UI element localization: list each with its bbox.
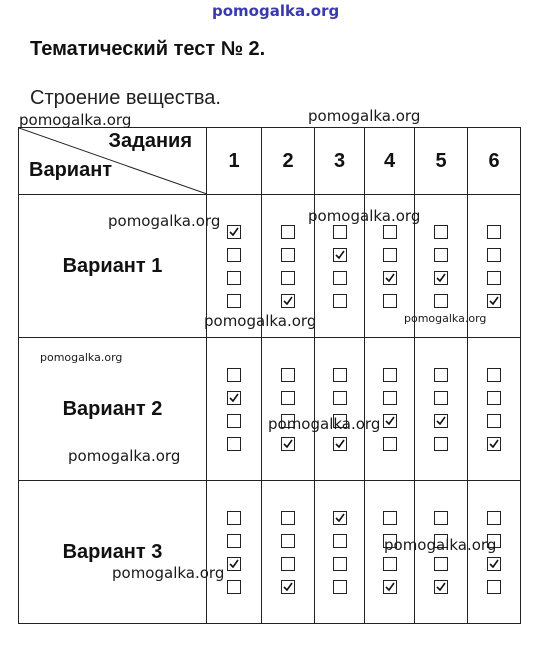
checkbox-empty (487, 225, 501, 239)
checkmark-icon (488, 295, 500, 307)
checkbox-checked (281, 294, 295, 308)
checkbox-checked (434, 580, 448, 594)
column-header-4: 4 (365, 128, 415, 195)
checkbox-empty (333, 580, 347, 594)
header-corner-cell (19, 128, 207, 195)
checkbox-stack (487, 368, 501, 451)
corner-variant-label: Вариант (29, 159, 113, 181)
checkbox-stack (333, 368, 347, 451)
answer-cell (468, 338, 521, 481)
answer-cell (262, 338, 315, 481)
checkbox-empty (333, 368, 347, 382)
checkbox-empty (383, 557, 397, 571)
checkbox-empty (434, 557, 448, 571)
variant-label: Вариант 3 (19, 481, 207, 624)
checkmark-icon (228, 558, 240, 570)
checkbox-checked (383, 580, 397, 594)
watermark: pomogalka.org (204, 312, 317, 330)
checkbox-empty (383, 248, 397, 262)
checkbox-stack (487, 225, 501, 308)
checkbox-empty (227, 294, 241, 308)
checkbox-stack (333, 511, 347, 594)
checkbox-empty (434, 294, 448, 308)
checkbox-empty (487, 368, 501, 382)
checkmark-icon (384, 272, 396, 284)
checkbox-empty (281, 248, 295, 262)
checkbox-checked (383, 414, 397, 428)
checkbox-empty (227, 271, 241, 285)
checkbox-empty (281, 391, 295, 405)
checkbox-empty (333, 391, 347, 405)
variant-label: Вариант 2 (19, 338, 207, 481)
checkbox-empty (281, 557, 295, 571)
checkbox-empty (383, 294, 397, 308)
checkmark-icon (384, 581, 396, 593)
checkbox-empty (383, 437, 397, 451)
checkbox-empty (281, 511, 295, 525)
checkbox-empty (227, 437, 241, 451)
answer-cell (207, 338, 262, 481)
corner-tasks-label: Задания (108, 130, 192, 152)
watermark: pomogalka.org (112, 564, 225, 582)
checkbox-empty (227, 414, 241, 428)
column-header-5: 5 (415, 128, 468, 195)
checkbox-empty (227, 580, 241, 594)
watermark: pomogalka.org (40, 351, 123, 364)
checkbox-empty (434, 511, 448, 525)
answer-cell (315, 481, 365, 624)
checkbox-stack (281, 368, 295, 451)
checkbox-empty (487, 414, 501, 428)
checkbox-checked (487, 557, 501, 571)
checkbox-empty (333, 225, 347, 239)
checkbox-empty (227, 534, 241, 548)
checkmark-icon (334, 249, 346, 261)
checkbox-checked (487, 437, 501, 451)
checkmark-icon (334, 512, 346, 524)
checkbox-empty (333, 534, 347, 548)
page-subtitle: Строение вещества. (30, 87, 221, 109)
checkbox-checked (434, 414, 448, 428)
checkbox-empty (434, 368, 448, 382)
checkbox-empty (227, 368, 241, 382)
checkbox-stack (333, 225, 347, 308)
checkbox-checked (281, 437, 295, 451)
checkbox-empty (383, 511, 397, 525)
checkbox-stack (227, 511, 241, 594)
watermark: pomogalka.org (268, 415, 381, 433)
checkbox-checked (333, 437, 347, 451)
watermark: pomogalka.org (108, 212, 221, 230)
checkbox-stack (227, 368, 241, 451)
watermark: pomogalka.org (404, 312, 487, 325)
checkmark-icon (334, 438, 346, 450)
checkmark-icon (282, 295, 294, 307)
checkmark-icon (282, 438, 294, 450)
checkbox-stack (227, 225, 241, 308)
checkbox-empty (434, 248, 448, 262)
checkbox-stack (383, 368, 397, 451)
watermark: pomogalka.org (308, 107, 421, 125)
checkbox-stack (281, 225, 295, 308)
checkbox-empty (487, 391, 501, 405)
watermark: pomogalka.org (68, 447, 181, 465)
checkbox-empty (487, 580, 501, 594)
watermark: pomogalka.org (384, 536, 497, 554)
checkbox-empty (383, 391, 397, 405)
column-header-1: 1 (207, 128, 262, 195)
checkmark-icon (228, 226, 240, 238)
watermark: pomogalka.org (308, 207, 421, 225)
checkbox-empty (281, 225, 295, 239)
checkbox-checked (227, 225, 241, 239)
checkbox-empty (333, 557, 347, 571)
checkbox-stack (281, 511, 295, 594)
checkbox-empty (333, 294, 347, 308)
answer-cell (315, 338, 365, 481)
answer-cell (207, 481, 262, 624)
checkmark-icon (435, 581, 447, 593)
checkbox-empty (227, 511, 241, 525)
checkbox-empty (487, 248, 501, 262)
checkbox-checked (281, 580, 295, 594)
checkbox-stack (434, 368, 448, 451)
checkbox-empty (434, 225, 448, 239)
checkbox-empty (383, 225, 397, 239)
column-header-6: 6 (468, 128, 521, 195)
checkmark-icon (228, 392, 240, 404)
page-title: Тематический тест № 2. (30, 38, 266, 60)
checkmark-icon (488, 558, 500, 570)
checkmark-icon (488, 438, 500, 450)
checkmark-icon (435, 272, 447, 284)
column-header-2: 2 (262, 128, 315, 195)
checkbox-empty (281, 271, 295, 285)
checkbox-checked (227, 557, 241, 571)
checkbox-checked (333, 248, 347, 262)
checkbox-empty (281, 368, 295, 382)
checkbox-stack (434, 225, 448, 308)
header-row (19, 128, 521, 195)
checkbox-checked (383, 271, 397, 285)
checkmark-icon (282, 581, 294, 593)
checkbox-empty (434, 391, 448, 405)
checkbox-stack (383, 225, 397, 308)
variant-label: Вариант 1 (19, 195, 207, 338)
checkbox-empty (333, 271, 347, 285)
checkbox-empty (487, 271, 501, 285)
checkbox-checked (434, 271, 448, 285)
checkbox-checked (227, 391, 241, 405)
watermark-top: pomogalka.org (212, 2, 340, 20)
checkbox-checked (333, 511, 347, 525)
answer-cell (262, 481, 315, 624)
checkbox-empty (383, 368, 397, 382)
answer-cell (415, 338, 468, 481)
checkbox-empty (434, 437, 448, 451)
checkbox-empty (281, 534, 295, 548)
checkmark-icon (384, 415, 396, 427)
checkbox-empty (227, 248, 241, 262)
checkmark-icon (435, 415, 447, 427)
column-header-3: 3 (315, 128, 365, 195)
watermark: pomogalka.org (19, 111, 132, 129)
checkbox-checked (487, 294, 501, 308)
answer-cell (365, 338, 415, 481)
checkbox-empty (487, 511, 501, 525)
